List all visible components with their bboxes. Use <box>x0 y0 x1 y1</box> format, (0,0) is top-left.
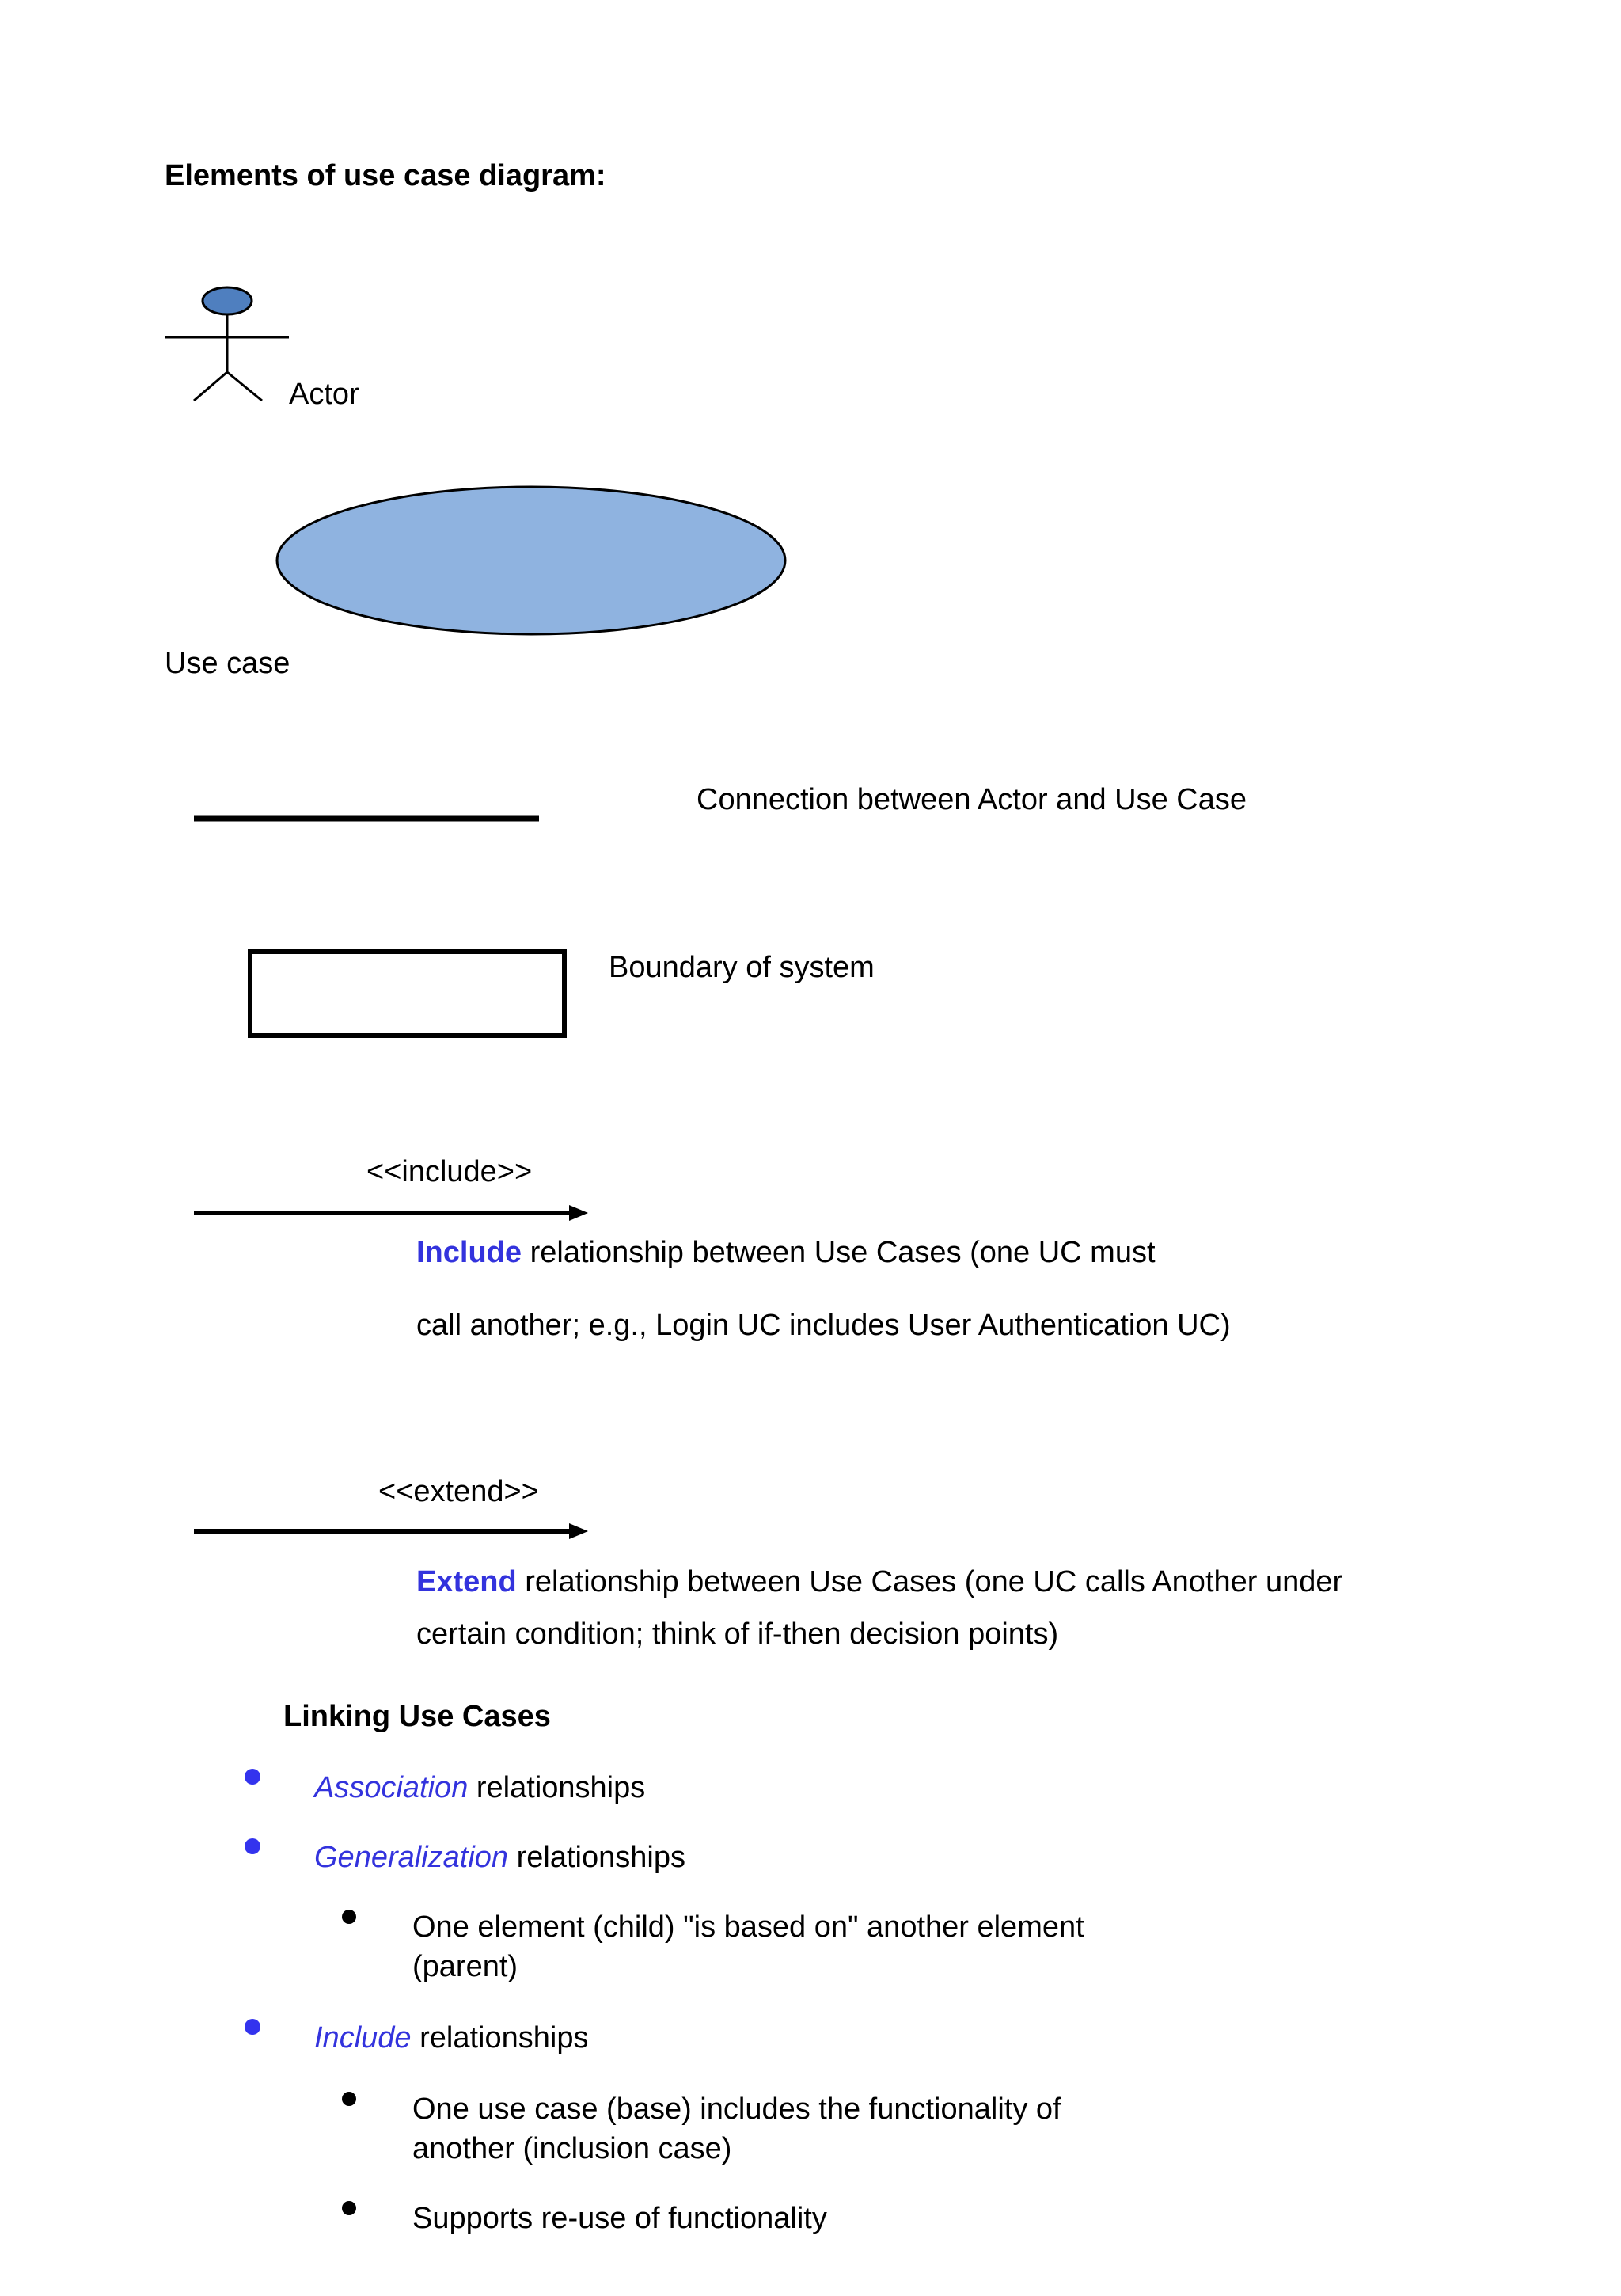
linking-item-keyword: Include <box>314 2021 412 2055</box>
bullet-icon <box>245 2019 260 2035</box>
linking-item-rest: relationships <box>516 1841 685 1874</box>
linking-item-association <box>314 1770 645 1805</box>
include-stereotype: <<include>> <box>366 1155 533 1188</box>
include-keyword: Include <box>416 1236 522 1269</box>
linking-section-title: Linking Use Cases <box>283 1700 551 1733</box>
linking-item-rest: relationships <box>476 1771 646 1804</box>
include-description-line-1 <box>416 1235 1156 1270</box>
actor-stick-figure-icon <box>162 283 297 410</box>
sub-bullet-icon <box>342 2201 356 2215</box>
include-detail-line-1: One use case (base) includes the functionality of <box>412 2093 1061 2126</box>
bullet-icon <box>245 1769 260 1785</box>
extend-description-line-1 <box>416 1564 1342 1599</box>
sub-bullet-icon <box>342 1910 356 1924</box>
bullet-icon <box>245 1838 260 1854</box>
include-detail-line-2: another (inclusion case) <box>412 2132 732 2165</box>
extend-description-line-2: certain condition; think of if-then decision points) <box>416 1617 1059 1651</box>
include-description-line-2: call another; e.g., Login UC includes User Authentication UC) <box>416 1309 1231 1342</box>
linking-item-generalization <box>314 1840 685 1875</box>
extend-keyword: Extend <box>416 1565 517 1598</box>
linking-item-include <box>314 2020 588 2055</box>
include-arrow-icon <box>194 1203 590 1222</box>
generalization-detail-line-2: (parent) <box>412 1950 518 1983</box>
linking-item-rest: relationships <box>419 2021 589 2055</box>
system-boundary-rectangle-icon <box>248 949 568 1040</box>
use-case-ellipse-icon <box>274 485 788 637</box>
boundary-label: Boundary of system <box>609 951 875 984</box>
extend-stereotype: <<extend>> <box>378 1475 539 1508</box>
actor-label: Actor <box>289 378 359 411</box>
extend-arrow-icon <box>194 1522 590 1541</box>
generalization-detail-line-1: One element (child) "is based on" another element <box>412 1910 1084 1944</box>
connection-label: Connection between Actor and Use Case <box>697 783 1247 816</box>
reuse-detail-line: Supports re-use of functionality <box>412 2202 827 2235</box>
linking-item-keyword: Association <box>314 1771 469 1804</box>
include-description-rest: relationship between Use Cases (one UC must <box>530 1236 1156 1269</box>
association-line-icon <box>194 814 542 823</box>
page-title: Elements of use case diagram: <box>165 159 606 192</box>
use-case-label: Use case <box>165 647 290 680</box>
linking-item-keyword: Generalization <box>314 1841 509 1874</box>
sub-bullet-icon <box>342 2092 356 2106</box>
extend-description-rest: relationship between Use Cases (one UC calls Another under <box>525 1565 1343 1598</box>
